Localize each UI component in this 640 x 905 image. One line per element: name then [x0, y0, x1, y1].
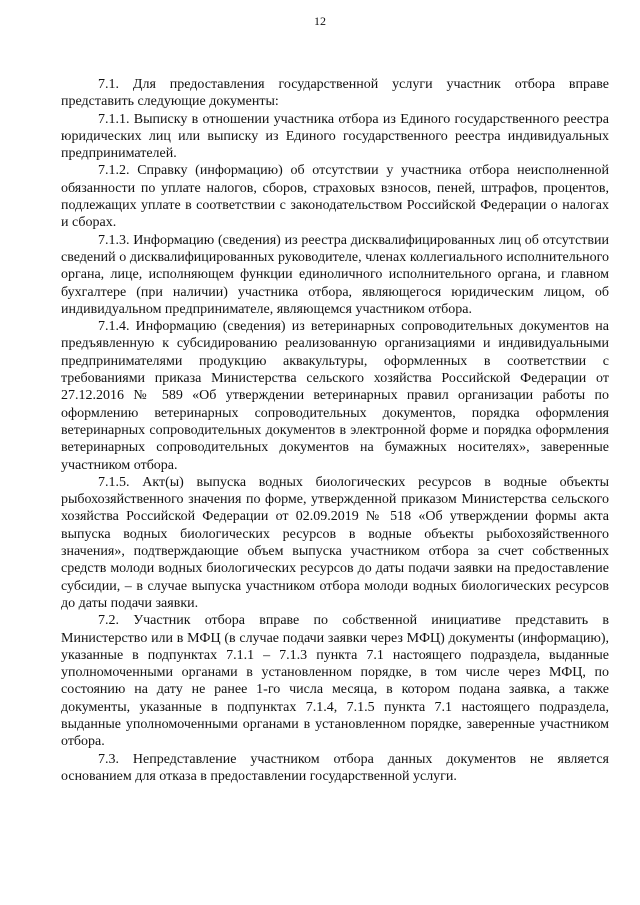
page-number: 12 — [314, 14, 326, 28]
paragraph-7-1-3: 7.1.3. Информацию (сведения) из реестра дисквалифицированных лиц об отсутствии сведений о дисквалифицированных руководителе, членах коллегиального исполнительного органа, лице, исполняющем функции единоличного исполнительного органа, и главном бухгалтере (при наличии) участника отбора, являющегося юридическим лицом, об индивидуальном предпринимателе, являющемся участником отбора. — [61, 232, 609, 317]
paragraph-7-2: 7.2. Участник отбора вправе по собственной инициативе представить в Министерство или в МФЦ (в случае подачи заявки через МФЦ) документы (информацию), указанные в подпунктах 7.1.1 – 7.1.3 пункта 7.1 настоящего подраздела, выданные уполномоченными органами в установленном порядке, в том числе через МФЦ, по состоянию на дату не ранее 1-го числа месяца, в котором подана заявка, а также документы, указанные в подпунктах 7.1.4, 7.1.5 пункта 7.1 настоящего подраздела, выданные уполномоченными органами в установленном порядке, заверенные участником отбора. — [61, 613, 609, 750]
paragraph-7-1-2: 7.1.2. Справку (информацию) об отсутствии у участника отбора неисполненной обязанности по уплате налогов, сборов, страховых взносов, пеней, штрафов, процентов, подлежащих уплате в соответствии с законодательством Российской Федерации о налогах и сборах. — [61, 163, 609, 231]
paragraph-7-1: 7.1. Для предоставления государственной услуги участник отбора вправе представить следующие документы: — [61, 77, 609, 110]
paragraph-7-1-1: 7.1.1. Выписку в отношении участника отбора из Единого государственного реестра юридических лиц или выписку из Единого государственного реестра индивидуальных предпринимателей. — [61, 111, 609, 162]
document-body — [61, 76, 609, 785]
paragraph-7-1-4: 7.1.4. Информацию (сведения) из ветеринарных сопроводительных документов на предъявленную к субсидированию реализованную организациями и индивидуальными предпринимателями продукцию аквакультуры, оформленных в соответствии с требованиями приказа Министерства сельского хозяйства Российской Федерации от 27.12.2016 № 589 «Об утверждении ветеринарных правил организации работы по оформлению ветеринарных сопроводительных документов, порядка оформления ветеринарных сопроводительных документов в электронной форме и порядка оформления ветеринарных сопроводительных документов на бумажных носителях», заверенные участником отбора. — [61, 319, 609, 473]
paragraph-7-1-5: 7.1.5. Акт(ы) выпуска водных биологических ресурсов в водные объекты рыбохозяйственного значения по форме, утвержденной приказом Министерства сельского хозяйства Российской Федерации от 02.09.2019 № 518 «Об утверждении формы акта выпуска водных биологических ресурсов в водные объекты рыбохозяйственного значения», подтверждающие объем выпуска участником отбора за счет собственных средств молоди водных биологических ресурсов до даты подачи заявки на предоставление субсидии, – в случае выпуска участником отбора молоди водных биологических ресурсов до даты подачи заявки. — [61, 474, 609, 611]
paragraph-7-3: 7.3. Непредставление участником отбора данных документов не является основанием для отказа в предоставлении государственной услуги. — [61, 751, 609, 784]
